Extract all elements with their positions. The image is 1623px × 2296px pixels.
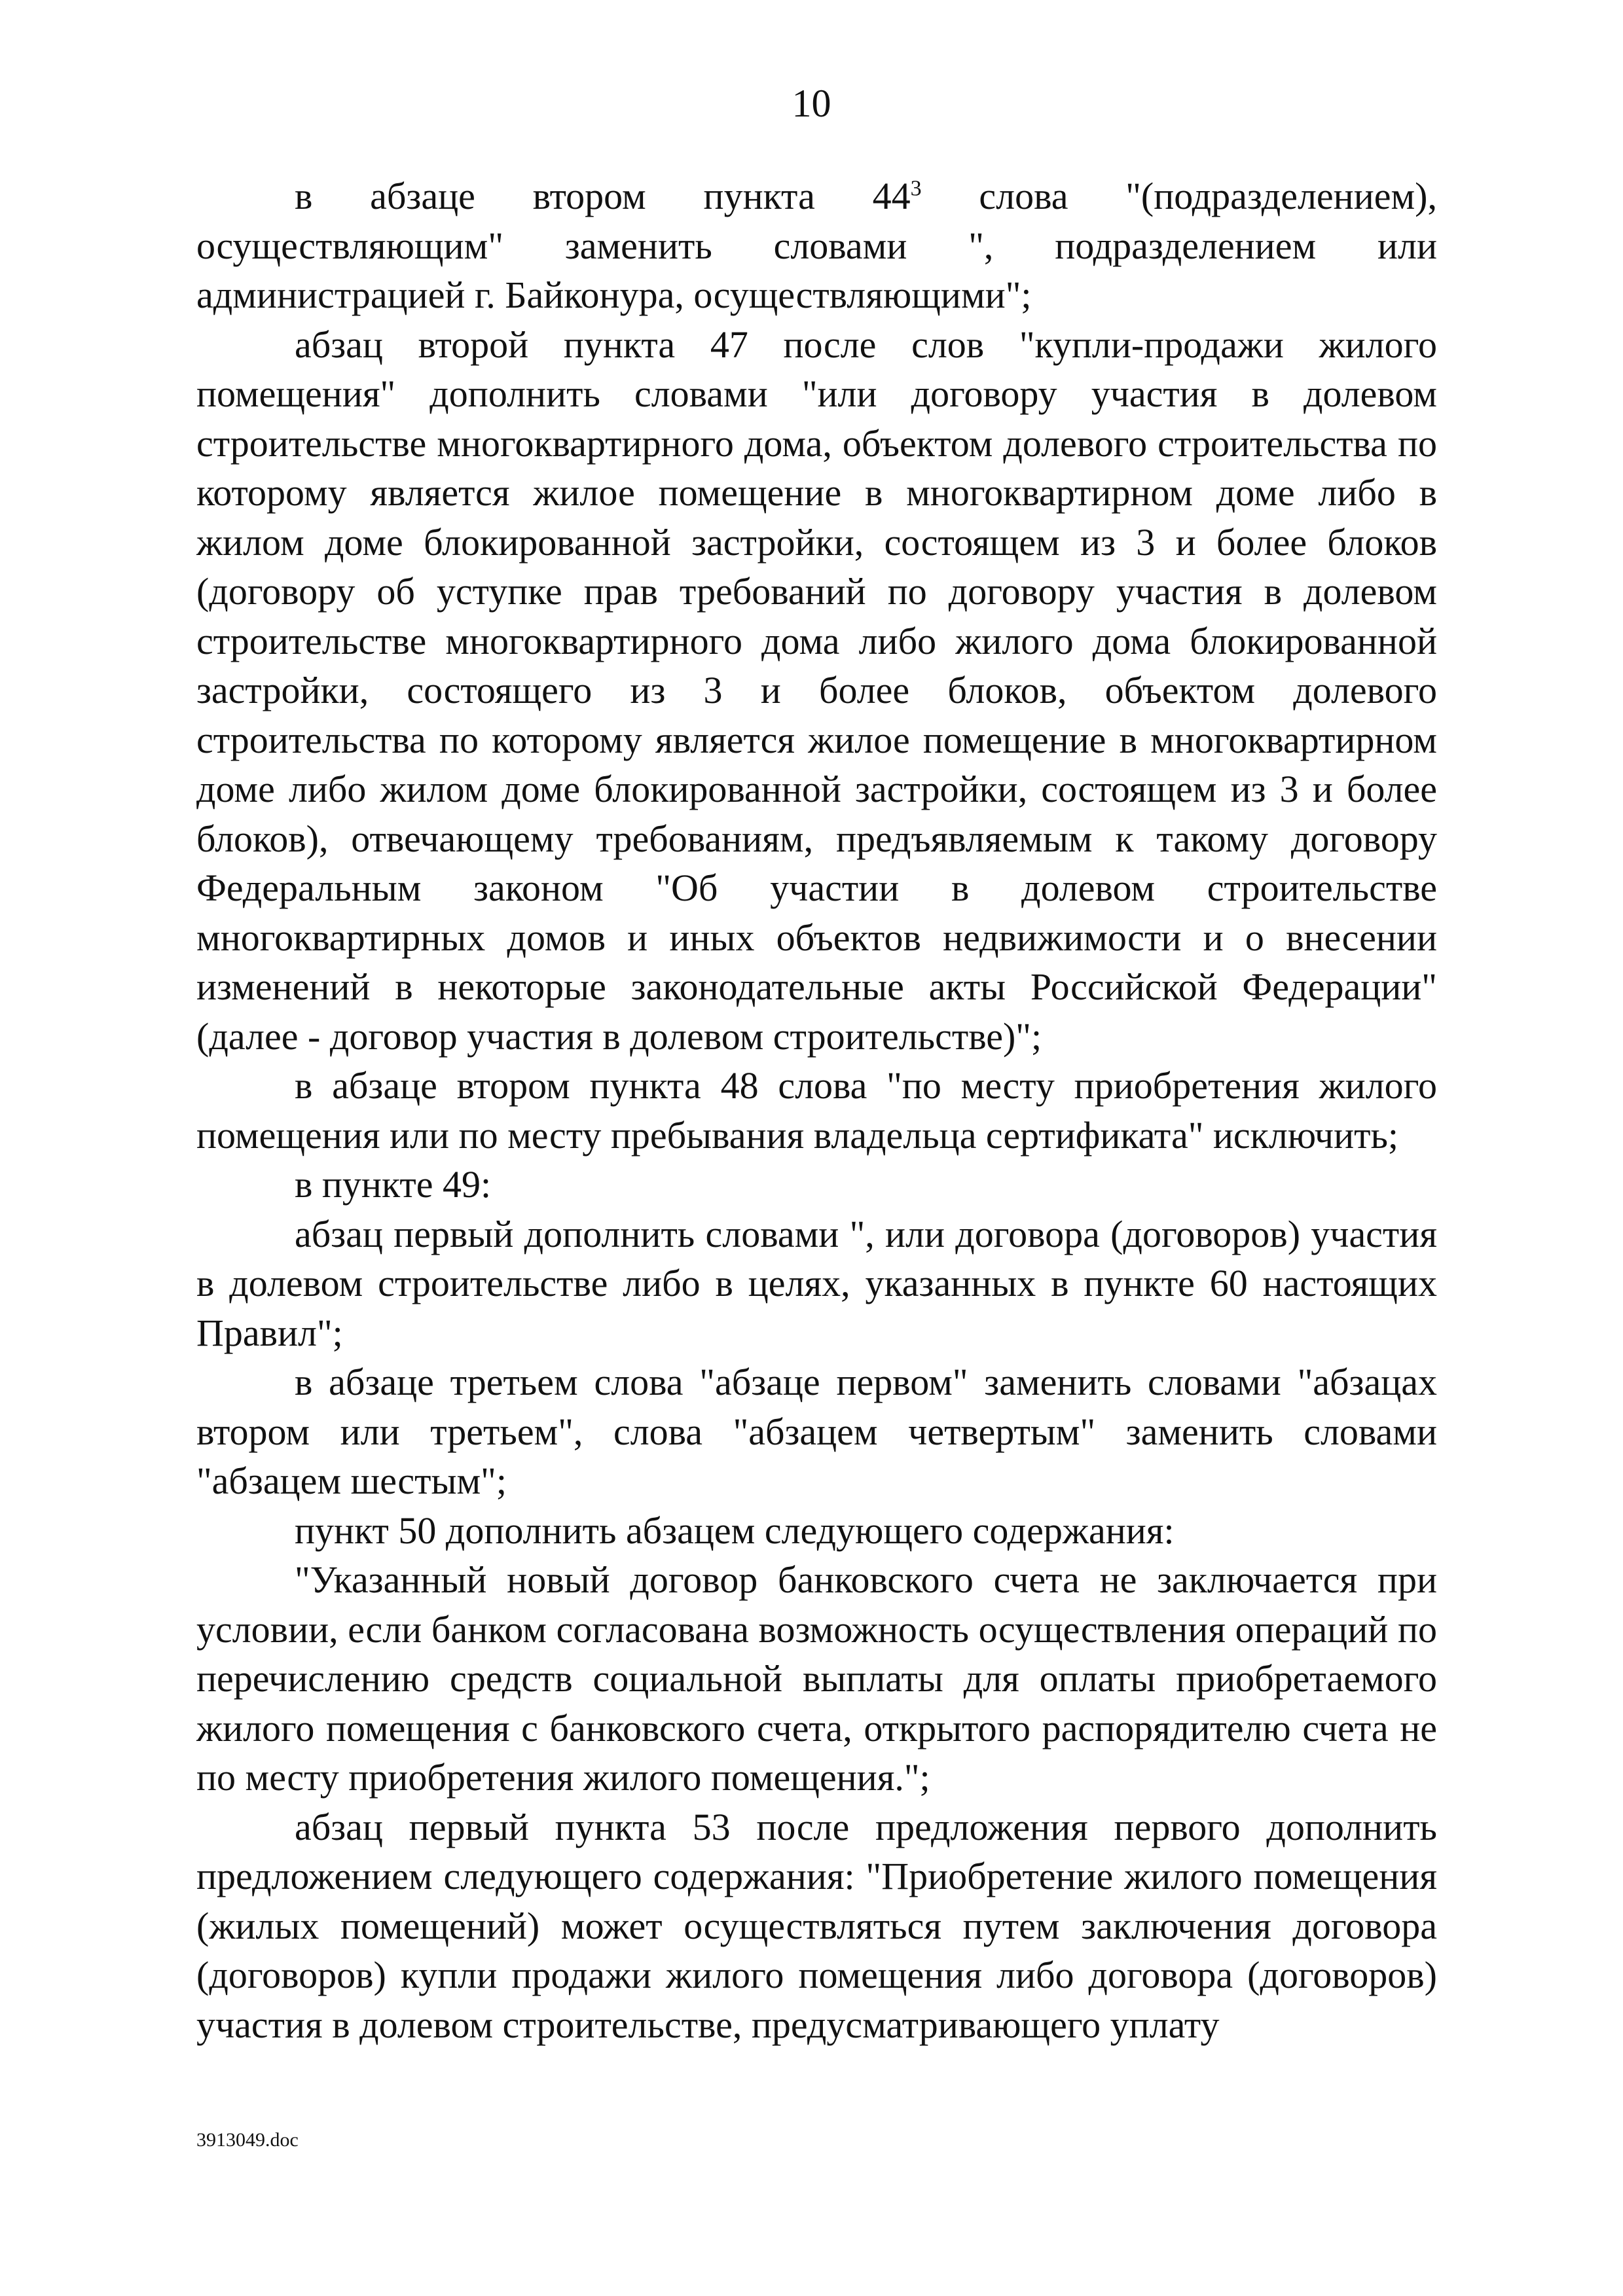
paragraph-text: в абзаце втором пункта 44 xyxy=(295,175,911,217)
paragraph xyxy=(196,1357,1437,1506)
paragraph-text: в абзаце втором пункта 48 слова "по месту приобретения жилого помещения или по месту пребывания владельца сертификата" исключить; xyxy=(196,1064,1437,1157)
paragraph xyxy=(196,1506,1437,1556)
paragraph xyxy=(196,1555,1437,1803)
paragraph xyxy=(196,1803,1437,2050)
paragraph-text: абзац второй пункта 47 после слов "купли-продажи жилого помещения" дополнить словами "или договору участия в долевом строительстве многоквартирного дома, объектом долевого строительства по которому является жилое помещение в многоквартирном доме либо в жилом доме блокированной застройки, состоящем из 3 и более блоков (договору об уступке прав требований по договору участия в долевом строительстве многоквартирного дома либо жилого дома блокированной застройки, состоящего из 3 и более блоков, объектом долевого строительства по которому является жилое помещение в многоквартирном доме либо жилом доме блокированной застройки, состоящем из 3 и более блоков), отвечающему требованиям, предъявляемым к такому договору Федеральным законом "Об участии в долевом строительстве многоквартирных домов и иных объектов недвижимости и о внесении изменений в некоторые законодательные акты Российской Федерации" (далее - договор участия в долевом строительстве)"; xyxy=(196,323,1437,1058)
paragraph-text: абзац первый пункта 53 после предложения первого дополнить предложением следующего содержания: "Приобретение жилого помещения (жилых помещений) может осуществляться путем заключения договора (договоров) купли продажи жилого помещения либо договора (договоров) участия в долевом строительстве, предусматривающего уплату xyxy=(196,1805,1437,2046)
paragraph xyxy=(196,1061,1437,1160)
superscript: 3 xyxy=(910,176,922,201)
paragraph-text: пункт 50 дополнить абзацем следующего содержания: xyxy=(295,1509,1175,1552)
paragraph-text: в пункте 49: xyxy=(295,1163,492,1206)
paragraph xyxy=(196,320,1437,1062)
page-number: 10 xyxy=(792,82,831,125)
paragraph xyxy=(196,1210,1437,1358)
paragraph xyxy=(196,1160,1437,1210)
footer-filename: 3913049.doc xyxy=(196,2129,299,2151)
paragraph xyxy=(196,171,1437,320)
paragraph-text: "Указанный новый договор банковского счета не заключается при условии, если банком согласована возможность осуществления операций по перечислению средств социальной выплаты для оплаты приобретаемого жилого помещения с банковского счета, открытого распорядителю счета не по месту приобретения жилого помещения."; xyxy=(196,1558,1437,1799)
paragraph-text: абзац первый дополнить словами ", или договора (договоров) участия в долевом строительстве либо в целях, указанных в пункте 60 настоящих Правил"; xyxy=(196,1212,1437,1354)
paragraph-text: в абзаце третьем слова "абзаце первом" заменить словами "абзацах втором или третьем", слова "абзацем четвертым" заменить словами "абзацем шестым"; xyxy=(196,1361,1437,1502)
document-body xyxy=(196,171,1437,2049)
paragraph-text-cont: слова "(подразделением), осуществляющим" заменить словами ", подразделением или администрацией г. Байконура, осуществляющими"; xyxy=(196,175,1437,316)
